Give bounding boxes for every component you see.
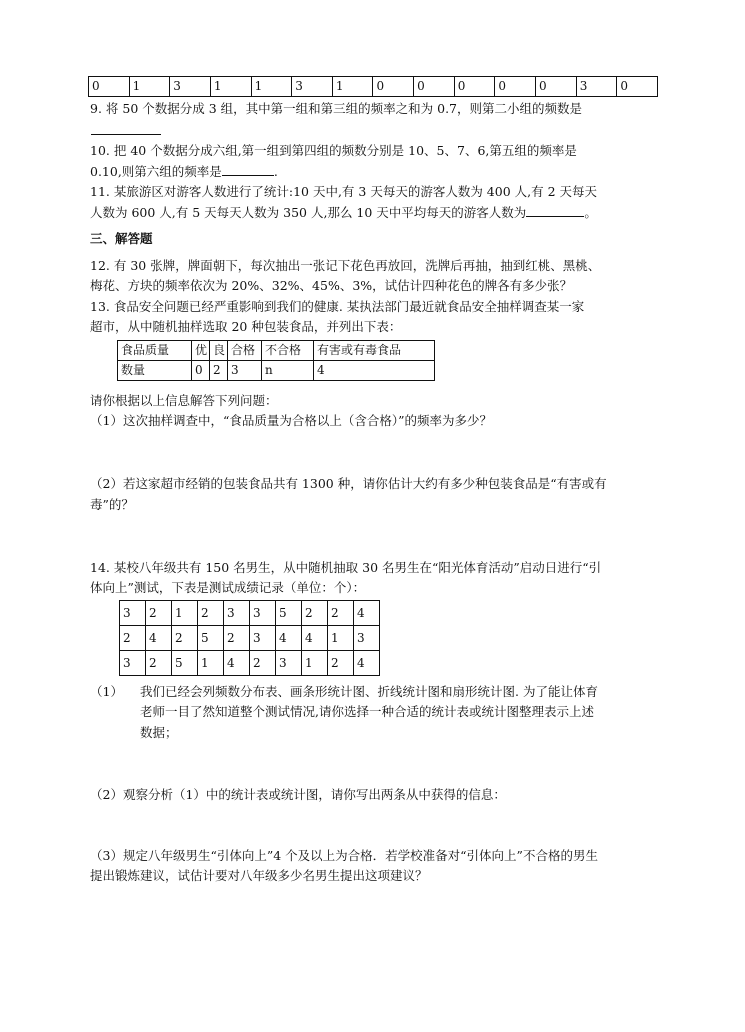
question-13-line2: 超市，从中随机抽样选取 20 种包装食品，并列出下表： <box>90 319 402 334</box>
table-header: 优 <box>192 341 210 361</box>
question-14-line2: 体向上”测试，下表是测试成绩记录（单位：个）： <box>90 580 366 595</box>
table-cell: 2 <box>172 626 198 651</box>
table-header: 不合格 <box>262 341 314 361</box>
question-13-line1: 13. 食品安全问题已经严重影响到我们的健康. 某执法部门最近就食品安全抽样调查某一家 <box>90 299 585 314</box>
table-cell: 1 <box>302 651 328 676</box>
table-cell: 5 <box>172 651 198 676</box>
table-cell: 2 <box>198 601 224 626</box>
question-12-line2: 梅花、方块的频率依次为 20%、32%、45%、3%，试估计四种花色的牌各有多少张？ <box>90 278 573 293</box>
table-cell: 2 <box>250 651 276 676</box>
table-cell: 2 <box>328 651 354 676</box>
table-cell: 4 <box>224 651 250 676</box>
table-row <box>118 341 435 361</box>
section-heading: 三、解答题 <box>90 231 153 246</box>
table-cell: 3 <box>292 77 333 97</box>
table-cell: n <box>262 361 314 381</box>
table-cell: 4 <box>302 626 328 651</box>
question-12-line1: 12. 有 30 张牌，牌面朝下，每次抽出一张记下花色再放回，洗牌后再抽，抽到红桃、黑桃、 <box>90 258 601 273</box>
table-cell: 1 <box>210 77 251 97</box>
question-14-line1: 14. 某校八年级共有 150 名男生，从中随机抽取 30 名男生在“阳光体育活动”启动日进行“引 <box>90 560 602 575</box>
table-cell: 3 <box>576 77 617 97</box>
table-row <box>120 651 380 676</box>
question-11-line1: 11. 某旅游区对游客人数进行了统计:10 天中,有 3 天每天的游客人数为 400 人,有 2 天每天 <box>90 184 597 199</box>
food-quality-table <box>117 340 435 381</box>
question-14-part1-line2: 老师一目了然知道整个测试情况,请你选择一种合适的统计表或统计图整理表示上述 <box>140 704 594 719</box>
table-row <box>120 601 380 626</box>
table-header: 合格 <box>228 341 262 361</box>
question-11-end: 。 <box>584 205 597 220</box>
table-cell: 0 <box>373 77 414 97</box>
question-14-part3-line1: （3）规定八年级男生“引体向上”4 个及以上为合格．若学校准备对“引体向上”不合格的男生 <box>90 848 598 863</box>
table-row <box>120 626 380 651</box>
table-cell: 3 <box>120 601 146 626</box>
table-cell: 3 <box>224 601 250 626</box>
question-10-line2 <box>90 161 278 182</box>
table-cell: 4 <box>314 361 435 381</box>
table-row <box>118 361 435 381</box>
table-cell: 1 <box>129 77 170 97</box>
table-cell: 1 <box>172 601 198 626</box>
table-cell: 2 <box>224 626 250 651</box>
table-cell: 3 <box>228 361 262 381</box>
table-cell: 1 <box>328 626 354 651</box>
table-cell: 0 <box>192 361 210 381</box>
table-header: 有害或有毒食品 <box>314 341 435 361</box>
table-cell: 3 <box>354 626 380 651</box>
table-cell: 2 <box>146 651 172 676</box>
table-cell: 1 <box>198 651 224 676</box>
question-13-part2-line2: 毒”的？ <box>90 497 134 512</box>
table-cell: 3 <box>250 601 276 626</box>
table-cell: 5 <box>198 626 224 651</box>
table-cell: 4 <box>354 601 380 626</box>
table-cell: 数量 <box>118 361 192 381</box>
table-cell: 0 <box>617 77 658 97</box>
table-row <box>89 77 658 97</box>
question-10-blank <box>222 161 274 176</box>
table-cell: 1 <box>251 77 292 97</box>
table-cell: 0 <box>495 77 536 97</box>
question-11-blank <box>526 202 584 217</box>
question-14-part1-line3: 数据； <box>140 725 178 740</box>
table-cell: 3 <box>170 77 211 97</box>
table-header: 良 <box>210 341 228 361</box>
table-cell: 1 <box>332 77 373 97</box>
top-data-table <box>88 76 658 97</box>
question-10-line2-text: 0.10,则第六组的频率是 <box>90 164 222 179</box>
pullup-table-body <box>120 601 380 676</box>
question-11-line2 <box>90 202 597 223</box>
table-cell: 4 <box>354 651 380 676</box>
table-cell: 2 <box>146 601 172 626</box>
table-cell: 2 <box>210 361 228 381</box>
table-cell: 0 <box>414 77 455 97</box>
table-cell: 2 <box>328 601 354 626</box>
question-14-part1-line1: 我们已经会列频数分布表、画条形统计图、折线统计图和扇形统计图. 为了能让体育 <box>140 684 598 699</box>
question-13-part1: （1）这次抽样调查中，“食品质量为合格以上（含合格）”的频率为多少？ <box>90 413 492 428</box>
pullup-score-table <box>119 600 380 676</box>
question-13-part2-line1: （2）若这家超市经销的包装食品共有 1300 种，请你估计大约有多少种包装食品是“有害或有 <box>90 476 607 491</box>
question-10-end: . <box>273 164 278 179</box>
table-cell: 3 <box>250 626 276 651</box>
question-9-blank <box>91 120 161 138</box>
question-14-part2: （2）观察分析（1）中的统计表或统计图，请你写出两条从中获得的信息： <box>90 787 506 802</box>
table-cell: 2 <box>302 601 328 626</box>
question-11-line2-text: 人数为 600 人,有 5 天每天人数为 350 人,那么 10 天中平均每天的游客人数为 <box>90 205 527 220</box>
table-cell: 5 <box>276 601 302 626</box>
question-9-text: 9. 将 50 个数据分成 3 组，其中第一组和第三组的频率之和为 0.7，则第二小组的频数是 <box>90 101 583 116</box>
table-cell: 0 <box>536 77 577 97</box>
table-cell: 0 <box>89 77 130 97</box>
question-14-part1-label: （1） <box>90 684 123 699</box>
table-cell: 2 <box>120 626 146 651</box>
table-header: 食品质量 <box>118 341 192 361</box>
question-10-line1: 10. 把 40 个数据分成六组,第一组到第四组的频数分别是 10、5、7、6,第五组的频率是 <box>90 143 577 158</box>
question-14-part3-line2: 提出锻炼建议，试估计要对八年级多少名男生提出这项建议？ <box>90 868 428 883</box>
table-cell: 4 <box>276 626 302 651</box>
table-cell: 3 <box>276 651 302 676</box>
table-cell: 0 <box>454 77 495 97</box>
table-cell: 4 <box>146 626 172 651</box>
table-cell: 3 <box>120 651 146 676</box>
question-13-instruction: 请你根据以上信息解答下列问题： <box>90 393 278 408</box>
